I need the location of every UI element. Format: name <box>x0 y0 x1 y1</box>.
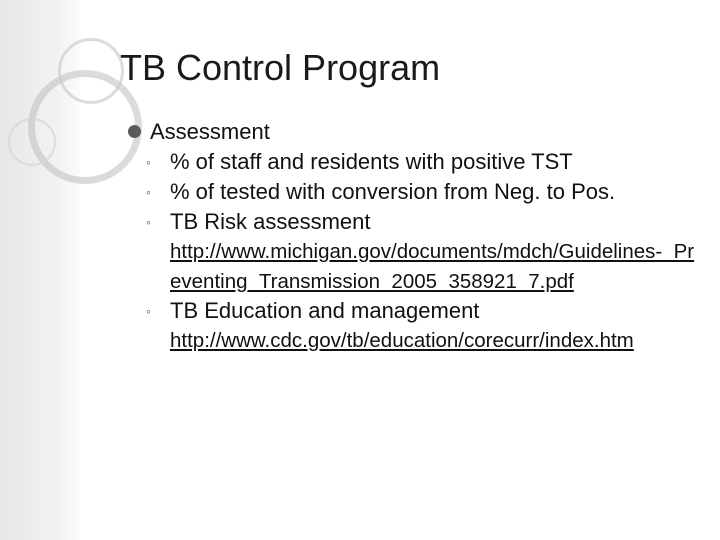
bullet-dot-icon <box>128 125 141 138</box>
sub-bullet-label: % of tested with conversion from Neg. to Pos. <box>170 179 616 204</box>
decorative-ring <box>8 118 56 166</box>
sub-bullet-label: TB Risk assessment <box>170 209 371 234</box>
risk-assessment-link[interactable]: http://www.michigan.gov/documents/mdch/Guidelines-_Preventing_Transmission_2005_358921_7.pdf <box>170 240 695 293</box>
decorative-ring <box>58 38 124 104</box>
sub-bullet-item <box>146 177 710 207</box>
sub-bullet-item <box>146 147 710 177</box>
sub-bullet-item <box>146 207 710 296</box>
sub-bullet-label: % of staff and residents with positive TST <box>170 149 573 174</box>
sub-bullet-label: TB Education and management <box>170 298 480 323</box>
sub-bullet-list <box>146 147 710 356</box>
sub-bullet-item <box>146 296 710 356</box>
slide-title: TB Control Program <box>120 47 441 88</box>
bullet-label: Assessment <box>150 119 270 144</box>
bullet-item <box>128 117 710 147</box>
ring-bullet-icon: ◦ <box>146 154 151 170</box>
ring-bullet-icon: ◦ <box>146 184 151 200</box>
ring-bullet-icon: ◦ <box>146 303 151 319</box>
ring-bullet-icon: ◦ <box>146 214 151 230</box>
slide-body <box>128 117 710 356</box>
education-link[interactable]: http://www.cdc.gov/tb/education/corecurr/index.htm <box>170 329 634 352</box>
